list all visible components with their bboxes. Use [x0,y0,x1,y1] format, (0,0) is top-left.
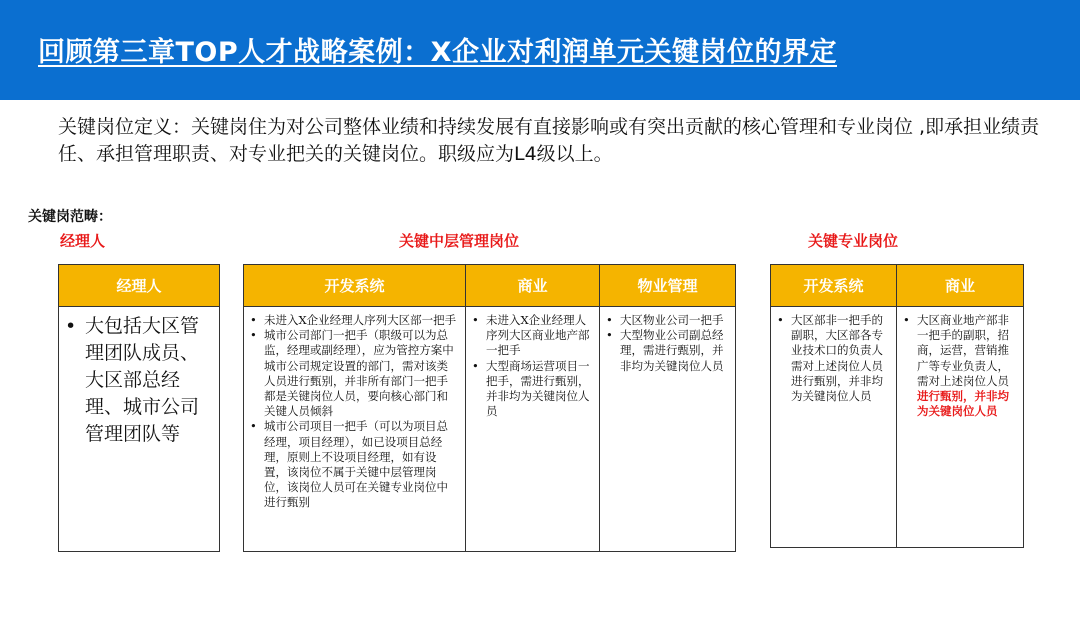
commercial-column [466,265,600,551]
list-item: • 大包括大区管理团队成员、大区部总经理、城市公司管理团队等 [85,313,211,448]
middle-management-table [243,264,736,552]
list-item: • 未进入X企业经理人序列大区商业地产部一把手 [486,313,593,359]
manager-column [59,265,219,551]
development-column-body [244,307,465,551]
specialist-commercial-column-body [897,307,1023,547]
group-title-key-specialist: 关键专业岗位 [808,232,899,250]
highlight-text: 进行甄别，并非均为关键岗位人员 [917,389,1009,419]
definition-text: 关键岗位定义：关键岗住为对公司整体业绩和持续发展有直接影响或有突出贡献的核心管理和专业岗位 ,即承担业绩责任、承担管理职责、对专业把关的关键岗位。职级应为L4级以上。 [58,116,1040,165]
property-management-column-body [600,307,735,551]
specialist-commercial-column-header: 商业 [897,265,1023,307]
commercial-column-body [466,307,599,551]
list-item: • 大型物业公司副总经理，需进行甄别，并非均为关键岗位人员 [620,328,729,374]
manager-table [58,264,220,552]
development-column [244,265,466,551]
list-item: • 大区部非一把手的副职，大区部各专业技术口的负责人需对上述岗位人员进行甄别，并非均为关键岗位人员 [791,313,890,404]
list-item: • 大型商场运营项目一把手，需进行甄别，并非均为关键岗位人员 [486,359,593,420]
list-item: • 城市公司部门一把手（职级可以为总监，经理或副经理），应为管控方案中城市公司规定设置的部门，需对该类人员进行甄别，并非所有部门一把手都是关键岗位人员，要向核心部门和关键人员倾斜 [264,328,459,419]
list-item: • 大区物业公司一把手 [620,313,729,328]
specialist-commercial-column [897,265,1023,547]
property-management-column-header: 物业管理 [600,265,735,307]
title-bar [0,0,1080,100]
scope-label: 关键岗范畴： [28,209,112,225]
commercial-column-header: 商业 [466,265,599,307]
list-item [917,313,1017,419]
specialist-development-column-header: 开发系统 [771,265,896,307]
manager-column-header: 经理人 [59,265,219,307]
specialist-development-column-body [771,307,896,547]
list-item-text: 大区商业地产部非一把手的副职，招商，运营，营销推广等专业负责人，需对上述岗位人员 [917,313,1009,388]
page-title: 回顾第三章TOP人才战略案例：X企业对利润单元关键岗位的界定 [38,37,837,68]
specialist-development-column [771,265,897,547]
group-title-manager: 经理人 [60,232,106,250]
group-title-middle-management: 关键中层管理岗位 [399,232,520,250]
list-item: • 未进入X企业经理人序列大区部一把手 [264,313,459,328]
specialist-table [770,264,1024,548]
list-item: • 城市公司项目一把手（可以为项目总经理，项目经理），如已设项目总经理，原则上不设项目经理，如有设置，该岗位不属于关键中层管理岗位，该岗位人员可在关键专业岗位中进行甄别 [264,419,459,510]
property-management-column [600,265,735,551]
development-column-header: 开发系统 [244,265,465,307]
manager-column-body [59,307,219,551]
